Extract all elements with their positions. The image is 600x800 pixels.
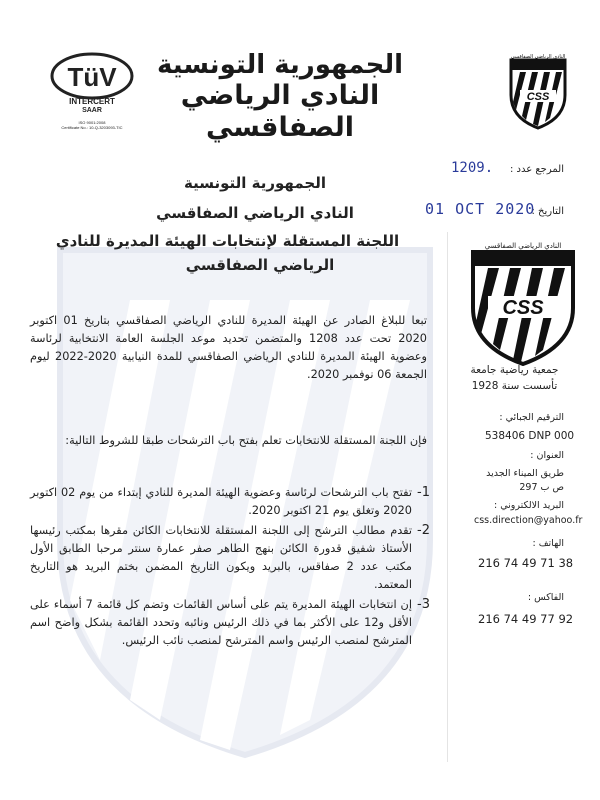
tuv-intercert-logo: TüV INTERCERT SAAR ISO 9001:2008 Certificate No.: 10-Q-3203093-TIC bbox=[42, 50, 142, 118]
phone-label: الهاتف : bbox=[532, 538, 564, 549]
committee-title-line1: اللجنة المستقلة لإنتخابات الهيئة المديرة للنادي bbox=[55, 232, 400, 250]
sub-club: النادي الرياضي الصفاقسي bbox=[156, 204, 354, 222]
address-label: العنوان : bbox=[530, 450, 564, 461]
fax-value: 216 74 49 77 92 bbox=[478, 612, 574, 626]
phone-value: 216 74 49 71 38 bbox=[478, 556, 574, 570]
email-value: css.direction@yahoo.fr bbox=[474, 515, 583, 526]
tax-label: الترقيم الجبائي : bbox=[499, 412, 564, 423]
list-item-number: 3- bbox=[417, 597, 430, 612]
committee-title-line2: الرياضي الصفاقسي bbox=[185, 256, 335, 274]
reference-label: المرجع عدد : bbox=[509, 164, 564, 175]
svg-text:النادي الرياضي الصفاقسي: النادي الرياضي الصفاقسي bbox=[484, 242, 562, 250]
sidebar-divider bbox=[447, 232, 448, 762]
tax-value: 538406 DNP 000 bbox=[485, 430, 575, 442]
club-title: النادي الرياضي الصفاقسي bbox=[180, 80, 380, 143]
date-stamp: 01 OCT 2020 bbox=[425, 200, 536, 218]
svg-text:CSS: CSS bbox=[502, 297, 544, 319]
svg-text:CSS: CSS bbox=[526, 91, 550, 103]
list-item bbox=[30, 522, 430, 594]
list-item-text: إن انتخابات الهيئة المديرة يتم على أساس القائمات وتضم كل قائمة 7 أسماء على الأقل و12 على الأكثر بما في ذلك الرئيس ونائبه وتحدد القائمة بشكل واضح اسم المترشح لمنصب الرئيس واسم المترشح لمنصب نائب الرئيس. bbox=[30, 598, 412, 647]
intro-paragraph: تبعا للبلاغ الصادر عن الهيئة المديرة للنادي الرياضي الصفاقسي بتاريخ 01 اكتوبر 2020 تحت عدد 1208 والمتضمن تحديد موعد الجلسة العامة الانتخابية لرئاسة وعضوية الهيئة المديرة للنادي الرياضي الصفاقسي للمدة النيابية 2020-2022 ليوم الجمعة 06 نوفمبر 2020. bbox=[30, 314, 427, 381]
svg-text:SAAR: SAAR bbox=[82, 107, 102, 114]
address-line2: ص ب 297 bbox=[519, 482, 564, 493]
address-line1: طريق الميناء الجديد bbox=[486, 468, 564, 479]
sub-republic: الجمهورية التونسية bbox=[184, 174, 326, 192]
svg-text:النادي الرياضي الصفاقسي: النادي الرياضي الصفاقسي bbox=[510, 54, 566, 60]
email-label: البريد الالكتروني : bbox=[494, 500, 564, 511]
tuv-brand-text: TüV bbox=[67, 62, 117, 92]
list-item bbox=[30, 596, 430, 650]
republic-title: الجمهورية التونسية bbox=[156, 50, 404, 80]
list-item-text: تقدم مطالب الترشح إلى اللجنة المستقلة للانتخابات الكائن مقرها بمكتب رئيسها الأستاذ شفيق قدورة الكائن بنهج الطاهر صفر عمارة سنتر مرحبا الطابق الأول مكتب عدد 2 صفاقس، بالبريد ويكون التاريخ المضمن بختم البريد هو التاريخ المعتمد. bbox=[30, 524, 412, 591]
list-item-number: 2- bbox=[417, 523, 430, 538]
assoc-line1: جمعية رياضية جامعة bbox=[470, 364, 559, 376]
conditions-list bbox=[30, 484, 430, 650]
list-item-number: 1- bbox=[417, 485, 430, 500]
reference-number: 1209. bbox=[451, 160, 494, 176]
css-logo-sidebar bbox=[468, 236, 578, 366]
list-item bbox=[30, 484, 430, 520]
conditions-intro: فإن اللجنة المستقلة للانتخابات تعلم بفتح باب الترشحات طبقا للشروط التالية: bbox=[65, 434, 427, 447]
assoc-line2: تأسست سنة 1928 bbox=[471, 380, 558, 392]
list-item-text: تفتح باب الترشحات لرئاسة وعضوية الهيئة المديرة للنادي إبتداء من يوم 02 اكتوبر 2020 وتغلق يوم 21 اكتوبر 2020. bbox=[30, 486, 412, 517]
svg-text:INTERCERT: INTERCERT bbox=[69, 97, 115, 106]
fax-label: الفاكس : bbox=[527, 592, 564, 603]
css-logo-top bbox=[508, 50, 568, 130]
letterhead-title bbox=[130, 50, 430, 144]
date-label: التاريخ : bbox=[531, 206, 564, 217]
